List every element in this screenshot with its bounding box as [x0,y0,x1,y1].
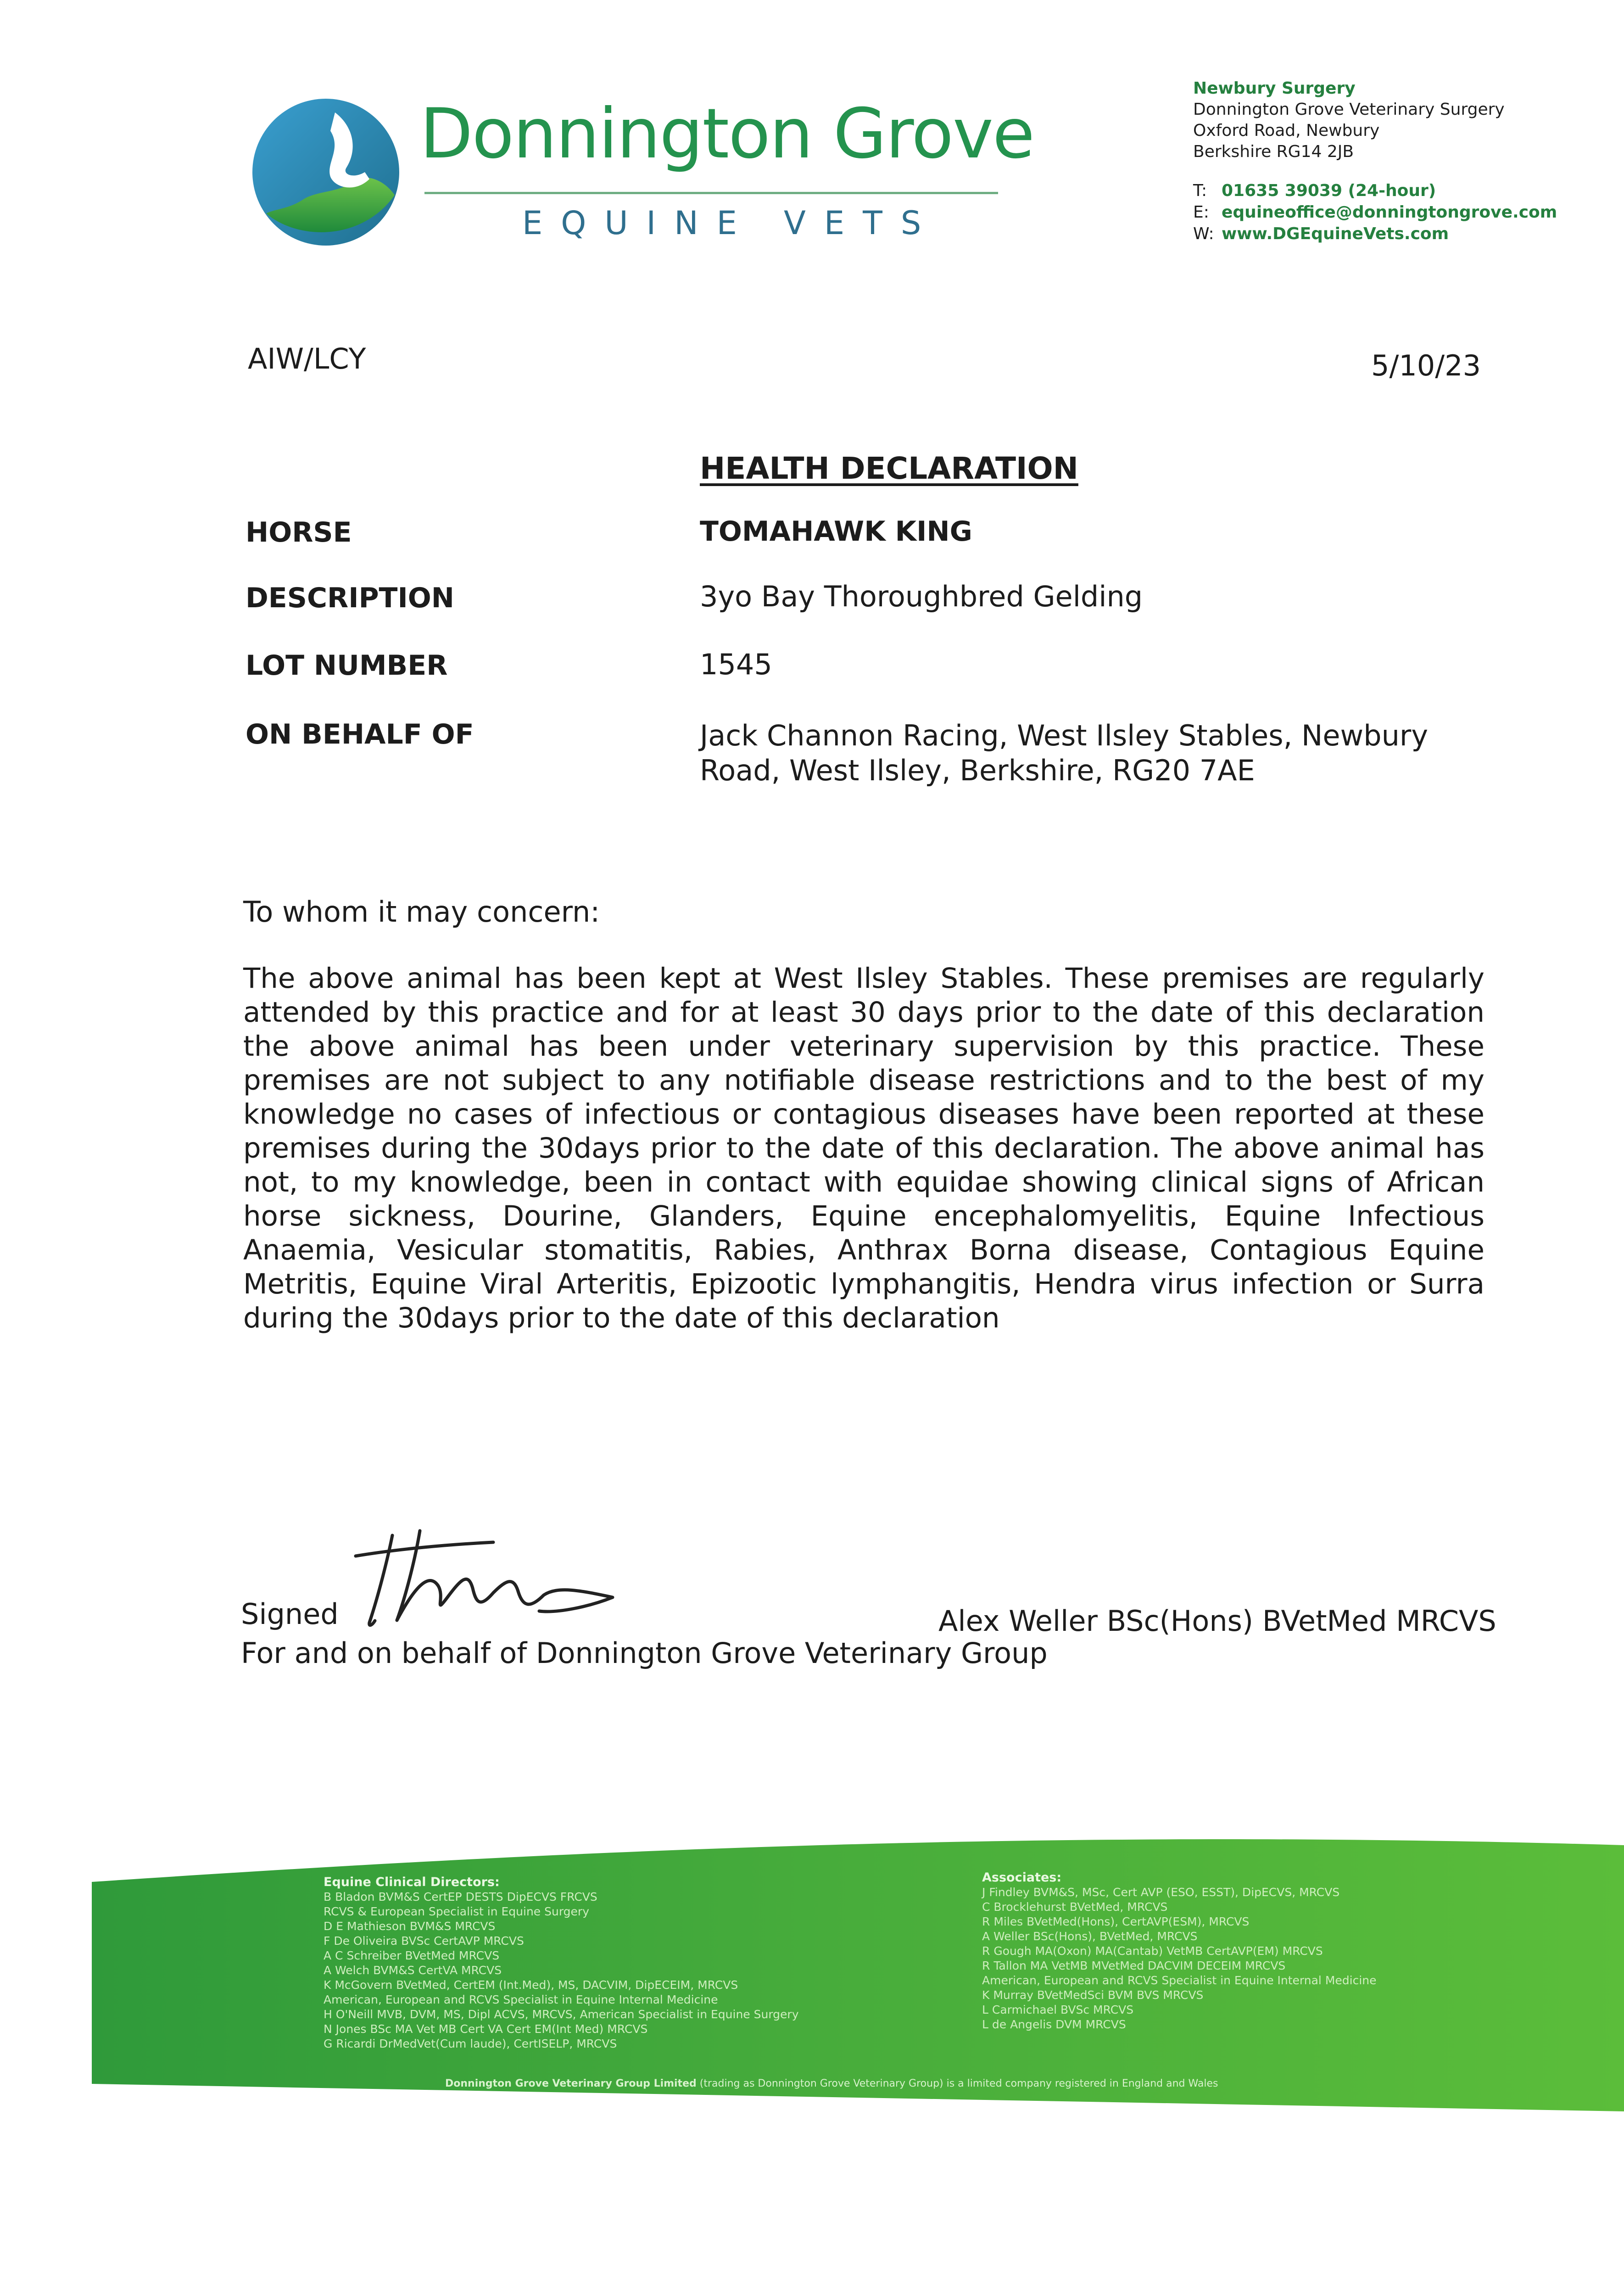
email-link[interactable]: equineoffice@donningtongrove.com [1222,203,1557,222]
associate-line: J Findley BVM&S, MSc, Cert AVP (ESO, ESST), DipECVS, MRCVS [982,1886,1340,1899]
phone-number: 01635 39039 (24-hour) [1222,181,1436,200]
address-line-1: Donnington Grove Veterinary Surgery [1193,100,1505,119]
brand-name: Donnington Grove [420,94,1034,174]
director-line: N Jones BSc MA Vet MB Cert VA Cert EM(Int Med) MRCVS [324,2022,648,2036]
associate-line: L de Angelis DVM MRCVS [982,2018,1126,2031]
salutation: To whom it may concern: [243,895,600,929]
signed-label: Signed [241,1597,339,1631]
description-value: 3yo Bay Thoroughbred Gelding [700,580,1143,613]
horse-value: TOMAHAWK KING [700,515,972,548]
associate-line: A Weller BSc(Hons), BVetMed, MRCVS [982,1930,1198,1943]
on-behalf-of-label: ON BEHALF OF [246,718,474,750]
director-line: K McGovern BVetMed, CertEM (Int.Med), MS, DACVIM, DipECEIM, MRCVS [324,1978,738,1992]
address-line-3: Berkshire RG14 2JB [1193,142,1354,161]
director-line: RCVS & European Specialist in Equine Surgery [324,1905,590,1918]
surgery-heading: Newbury Surgery [1193,79,1356,98]
horse-label: HORSE [246,516,352,549]
on-behalf-of-value [700,718,1428,788]
phone-label: T: [1193,181,1207,200]
director-line: B Bladon BVM&S CertEP DESTS DipECVS FRCVS [324,1890,597,1903]
on-behalf-of-line-1: Jack Channon Racing, West Ilsley Stables, Newbury [700,719,1429,752]
associate-line: C Brocklehurst BVetMed, MRCVS [982,1900,1168,1914]
clinical-directors-list [324,1875,799,2051]
company-details: (trading as Donnington Grove Veterinary Group) is a limited company registered in England and Wales [699,2078,1218,2089]
veterinarian-name: Alex Weller BSc(Hons) BVetMed MRCVS [938,1604,1496,1638]
associates-heading: Associates: [982,1870,1062,1885]
director-line: American, European and RCVS Specialist in Equine Internal Medicine [324,1993,718,2006]
donnington-grove-logo-icon [248,94,404,250]
associate-line: R Miles BVetMed(Hons), CertAVP(ESM), MRCVS [982,1915,1250,1928]
associate-line: R Tallon MA VetMB MVetMed DACVIM DECEIM MRCVS [982,1959,1286,1972]
declaration-body: The above animal has been kept at West Ilsley Stables. These premises are regularly attended by this practice and for at least 30 days prior to the date of this declaration the above animal has been under veterinary supervision by this practice. These premises are not subject to any notifiable disease restrictions and to the best of my knowledge no cases of infectious or contagious diseases have been reported at these premises during the 30days prior to the date of this declaration. The above animal has not, to my knowledge, been in contact with equidae showing clinical signs of African horse sickness, Dourine, Glanders, Equine encephalomyelitis, Equine Infectious Anaemia, Vesicular stomatitis, Rabies, Anthrax Borna disease, Contagious Equine Metritis, Equine Viral Arteritis, Epizootic lymphangitis, Hendra virus infection or Surra during the 30days prior to the date of this declaration [243,962,1484,1334]
web-label: W: [1193,224,1214,243]
on-behalf-of-line-2: Road, West Ilsley, Berkshire, RG20 7AE [700,754,1255,787]
brand-subtitle: EQUINE VETS [522,204,940,242]
company-registration-line [445,2078,1218,2089]
handwritten-signature-icon [342,1517,631,1641]
lot-number-label: LOT NUMBER [246,649,448,682]
director-line: H O'Neill MVB, DVM, MS, Dipl ACVS, MRCVS, American Specialist in Equine Surgery [324,2008,799,2021]
document-date: 5/10/23 [1371,349,1481,382]
associates-list [982,1870,1377,2032]
director-line: G Ricardi DrMedVet(Cum laude), CertISELP, MRCVS [324,2037,617,2050]
director-line: D E Mathieson BVM&S MRCVS [324,1920,496,1933]
surgery-address [1193,78,1505,162]
reference-code: AIW/LCY [248,342,366,375]
website-link[interactable]: www.DGEquineVets.com [1222,224,1449,243]
directors-heading: Equine Clinical Directors: [324,1875,500,1889]
director-line: A C Schreiber BVetMed MRCVS [324,1949,500,1962]
associate-line: R Gough MA(Oxon) MA(Cantab) VetMB CertAVP(EM) MRCVS [982,1944,1323,1958]
behalf-line: For and on behalf of Donnington Grove Veterinary Group [241,1636,1048,1670]
brand-divider [424,192,998,194]
associate-line: American, European and RCVS Specialist in Equine Internal Medicine [982,1974,1377,1987]
director-line: F De Oliveira BVSc CertAVP MRCVS [324,1934,524,1948]
director-line: A Welch BVM&S CertVA MRCVS [324,1964,502,1977]
company-name: Donnington Grove Veterinary Group Limited [445,2078,697,2089]
lot-number-value: 1545 [700,648,772,681]
contact-details [1193,180,1557,245]
description-label: DESCRIPTION [246,582,455,614]
associate-line: K Murray BVetMedSci BVM BVS MRCVS [982,1988,1204,2002]
address-line-2: Oxford Road, Newbury [1193,121,1380,140]
document-title: HEALTH DECLARATION [700,451,1078,486]
associate-line: L Carmichael BVSc MRCVS [982,2003,1134,2016]
footer-band [92,1827,1624,2111]
email-label: E: [1193,203,1209,222]
